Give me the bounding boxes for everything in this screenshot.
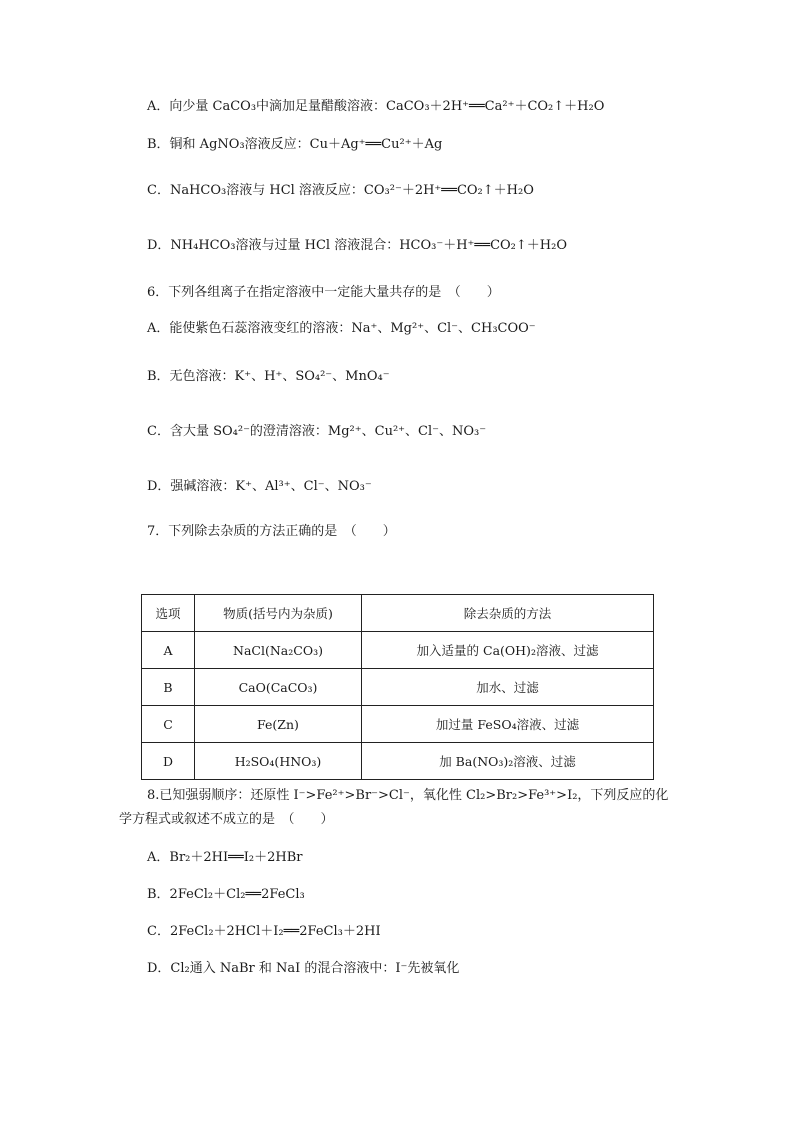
table-row — [142, 669, 654, 706]
table-row — [142, 706, 654, 743]
q8-option-c: C．2FeCl₂＋2HCl＋I₂══2FeCl₃＋2HI — [147, 924, 381, 939]
q6-option-a: A．能使紫色石蕊溶液变红的溶液：Na⁺、Mg²⁺、Cl⁻、CH₃COO⁻ — [147, 321, 536, 336]
q6-option-d: D．强碱溶液：K⁺、Al³⁺、Cl⁻、NO₃⁻ — [147, 479, 372, 494]
table-cell: 加 Ba(NO₃)₂溶液、过滤 — [362, 743, 654, 780]
table-cell: B — [142, 669, 195, 706]
table-row — [142, 743, 654, 780]
table-row — [142, 632, 654, 669]
table-cell: D — [142, 743, 195, 780]
q8-option-d: D．Cl₂通入 NaBr 和 NaI 的混合溶液中：I⁻先被氧化 — [147, 961, 460, 976]
table-cell: A — [142, 632, 195, 669]
q5-option-d: D．NH₄HCO₃溶液与过量 HCl 溶液混合：HCO₃⁻＋H⁺══CO₂↑＋H₂O — [147, 238, 567, 253]
table-cell: CaO(CaCO₃) — [195, 669, 362, 706]
q6-option-b: B．无色溶液：K⁺、H⁺、SO₄²⁻、MnO₄⁻ — [147, 369, 390, 384]
q5-option-c: C．NaHCO₃溶液与 HCl 溶液反应：CO₃²⁻＋2H⁺══CO₂↑＋H₂O — [147, 183, 534, 198]
table-cell: 加过量 FeSO₄溶液、过滤 — [362, 706, 654, 743]
q5-option-a: A．向少量 CaCO₃中滴加足量醋酸溶液：CaCO₃＋2H⁺══Ca²⁺＋CO₂↑＋H₂O — [147, 99, 605, 114]
q5-option-b: B．铜和 AgNO₃溶液反应：Cu＋Ag⁺══Cu²⁺＋Ag — [147, 137, 443, 152]
q8-stem-line2: 学方程式或叙述不成立的是 （ ） — [119, 812, 334, 827]
q7-stem: 7．下列除去杂质的方法正确的是 （ ） — [147, 524, 396, 539]
table-header-row — [142, 595, 654, 632]
q8-option-a: A．Br₂＋2HI══I₂＋2HBr — [147, 850, 303, 865]
table-cell: C — [142, 706, 195, 743]
q7-table — [141, 594, 654, 780]
table-header-cell: 物质(括号内为杂质) — [195, 595, 362, 632]
table-header-cell: 除去杂质的方法 — [362, 595, 654, 632]
q8-option-b: B．2FeCl₂＋Cl₂══2FeCl₃ — [147, 887, 305, 902]
q6-option-c: C．含大量 SO₄²⁻的澄清溶液：Mg²⁺、Cu²⁺、Cl⁻、NO₃⁻ — [147, 424, 487, 439]
q8-stem-line1: 8.已知强弱顺序：还原性 I⁻>Fe²⁺>Br⁻>Cl⁻，氧化性 Cl₂>Br₂>Fe³⁺>I₂，下列反应的化 — [147, 788, 669, 803]
table-cell: NaCl(Na₂CO₃) — [195, 632, 362, 669]
table-cell: 加入适量的 Ca(OH)₂溶液、过滤 — [362, 632, 654, 669]
table-cell: Fe(Zn) — [195, 706, 362, 743]
table-cell: H₂SO₄(HNO₃) — [195, 743, 362, 780]
table-header-cell: 选项 — [142, 595, 195, 632]
table-cell: 加水、过滤 — [362, 669, 654, 706]
q6-stem: 6．下列各组离子在指定溶液中一定能大量共存的是 （ ） — [147, 285, 500, 300]
